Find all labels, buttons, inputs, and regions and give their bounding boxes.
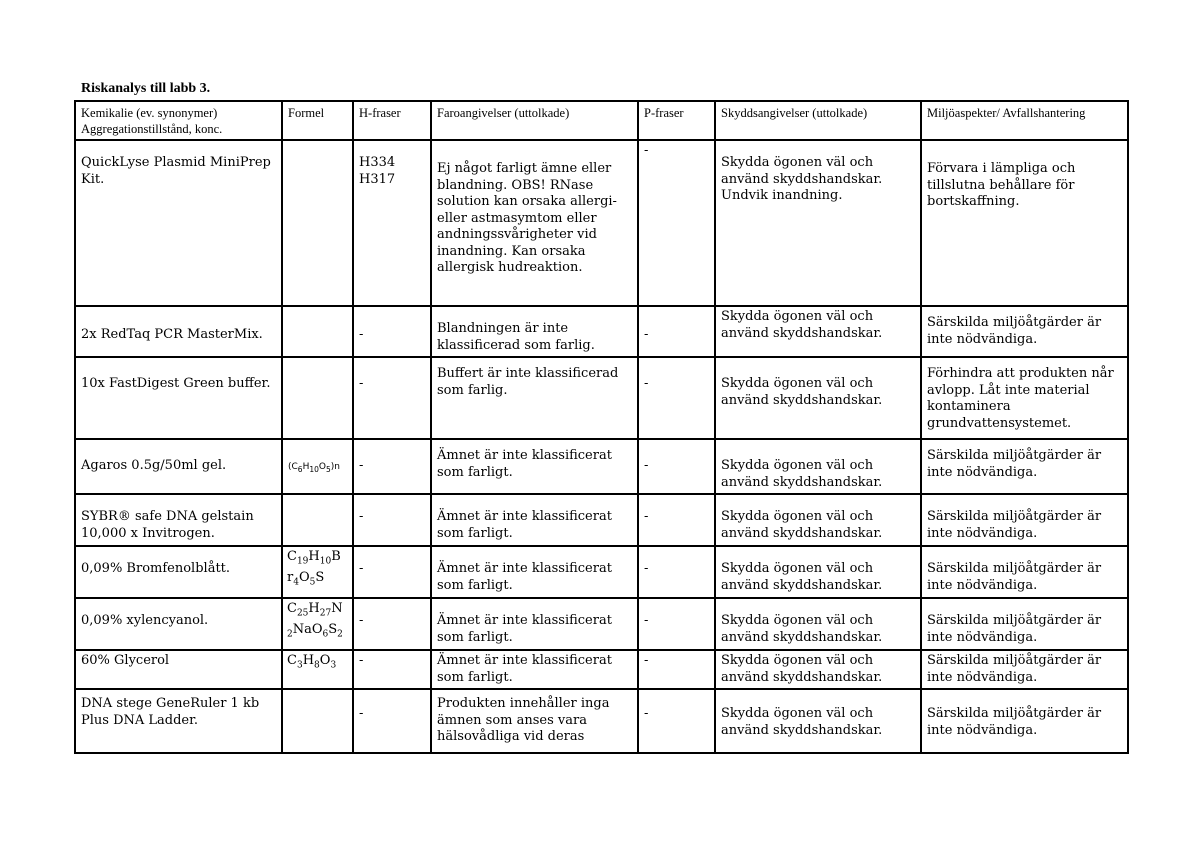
h-phrases-cell: - xyxy=(353,306,431,357)
chemical-cell: 0,09% xylencyanol. xyxy=(75,598,282,650)
protection-cell: Skydda ögonen väl och använd skyddshandskar. xyxy=(715,689,921,753)
p-phrases-cell: - xyxy=(638,494,715,546)
protection-cell: Skydda ögonen väl och använd skyddshandskar. xyxy=(715,357,921,439)
chemical-cell: 60% Glycerol xyxy=(75,650,282,689)
h-phrases-cell: - xyxy=(353,598,431,650)
table-row xyxy=(75,546,1128,598)
table-row xyxy=(75,650,1128,689)
h-phrases-cell: H334 H317 xyxy=(353,140,431,306)
header-hazards: Faroangivelser (uttolkade) xyxy=(431,101,638,140)
chemical-cell: Agaros 0.5g/50ml gel. xyxy=(75,439,282,494)
formula-bromophenol-blue: $C_{19}H_{10}B$ $r_4O_5S$ xyxy=(287,549,341,588)
header-chemical: Kemikalie (ev. synonymer) Aggregationstillstånd, konc. xyxy=(75,101,282,140)
hazards-cell: Ämnet är inte klassificerat som farligt. xyxy=(431,494,638,546)
p-phrases-cell: - xyxy=(638,140,715,306)
h-phrases-cell: - xyxy=(353,689,431,753)
p-phrases-cell: - xyxy=(638,306,715,357)
hazards-cell: Ämnet är inte klassificerat som farligt. xyxy=(431,650,638,689)
formula-cell xyxy=(282,439,353,494)
environment-cell: Förvara i lämpliga och tillslutna behållare för bortskaffning. xyxy=(921,140,1128,306)
formula-glycerol: $C_3H_8O_3$ xyxy=(287,653,337,671)
p-phrases-cell: - xyxy=(638,689,715,753)
hazards-cell: Ämnet är inte klassificerat som farligt. xyxy=(431,546,638,598)
formula-cell xyxy=(282,494,353,546)
formula-cell xyxy=(282,546,353,598)
document-title: Riskanalys till labb 3. xyxy=(81,81,211,96)
environment-cell: Särskilda miljöåtgärder är inte nödvändiga. xyxy=(921,546,1128,598)
h-phrases-cell: - xyxy=(353,546,431,598)
table-row xyxy=(75,494,1128,546)
p-phrases-cell: - xyxy=(638,598,715,650)
chemical-cell: QuickLyse Plasmid MiniPrep Kit. xyxy=(75,140,282,306)
chemical-cell: 10x FastDigest Green buffer. xyxy=(75,357,282,439)
formula-cell xyxy=(282,650,353,689)
table-row xyxy=(75,439,1128,494)
risk-analysis-table xyxy=(74,100,1129,754)
protection-cell: Skydda ögonen väl och använd skyddshandskar. xyxy=(715,546,921,598)
environment-cell: Särskilda miljöåtgärder är inte nödvändiga. xyxy=(921,494,1128,546)
environment-cell: Förhindra att produkten når avlopp. Låt inte material kontaminera grundvattensystemet. xyxy=(921,357,1128,439)
h-phrases-cell: - xyxy=(353,439,431,494)
hazards-cell: Produkten innehåller inga ämnen som anses vara hälsovådliga vid deras xyxy=(431,689,638,753)
protection-cell: Skydda ögonen väl och använd skyddshandskar. xyxy=(715,494,921,546)
h-phrases-cell: - xyxy=(353,494,431,546)
hazards-cell: Ämnet är inte klassificerat som farligt. xyxy=(431,598,638,650)
protection-cell: Skydda ögonen väl och använd skyddshandskar. xyxy=(715,306,921,357)
environment-cell: Särskilda miljöåtgärder är inte nödvändiga. xyxy=(921,306,1128,357)
environment-cell: Särskilda miljöåtgärder är inte nödvändiga. xyxy=(921,439,1128,494)
header-protection: Skyddsangivelser (uttolkade) xyxy=(715,101,921,140)
chemical-cell: SYBR® safe DNA gelstain 10,000 x Invitrogen. xyxy=(75,494,282,546)
formula-agarose: $(C_6H_{10}O_5)n$ xyxy=(288,462,340,474)
table-row xyxy=(75,140,1128,306)
chemical-cell: 2x RedTaq PCR MasterMix. xyxy=(75,306,282,357)
environment-cell: Särskilda miljöåtgärder är inte nödvändiga. xyxy=(921,689,1128,753)
h-phrases-cell: - xyxy=(353,357,431,439)
formula-cell xyxy=(282,598,353,650)
formula-cell xyxy=(282,140,353,306)
hazards-cell: Blandningen är inte klassificerad som farlig. xyxy=(431,306,638,357)
p-phrases-cell: - xyxy=(638,439,715,494)
formula-cell xyxy=(282,357,353,439)
hazards-cell: Ämnet är inte klassificerat som farligt. xyxy=(431,439,638,494)
chemical-cell: 0,09% Bromfenolblått. xyxy=(75,546,282,598)
p-phrases-cell: - xyxy=(638,357,715,439)
header-p-phrases: P-fraser xyxy=(638,101,715,140)
formula-xylene-cyanol: $C_{25}H_{27}N$ $_2NaO_6S_2$ xyxy=(287,601,343,640)
p-phrases-cell: - xyxy=(638,650,715,689)
p-phrases-cell: - xyxy=(638,546,715,598)
header-h-phrases: H-fraser xyxy=(353,101,431,140)
chemical-cell: DNA stege GeneRuler 1 kb Plus DNA Ladder. xyxy=(75,689,282,753)
table-header-row xyxy=(75,101,1128,140)
hazards-cell: Ej något farligt ämne eller blandning. OBS! RNase solution kan orsaka allergi- eller astmasymtom eller andningssvårigheter vid inandning. Kan orsaka allergisk hudreaktion. xyxy=(431,140,638,306)
table-row xyxy=(75,357,1128,439)
table-row xyxy=(75,689,1128,753)
header-environment: Miljöaspekter/ Avfallshantering xyxy=(921,101,1128,140)
h-phrases-cell: - xyxy=(353,650,431,689)
table-row xyxy=(75,306,1128,357)
environment-cell: Särskilda miljöåtgärder är inte nödvändiga. xyxy=(921,650,1128,689)
hazards-cell: Buffert är inte klassificerad som farlig. xyxy=(431,357,638,439)
protection-cell: Skydda ögonen väl och använd skyddshandskar. xyxy=(715,598,921,650)
formula-cell xyxy=(282,689,353,753)
environment-cell: Särskilda miljöåtgärder är inte nödvändiga. xyxy=(921,598,1128,650)
header-formula: Formel xyxy=(282,101,353,140)
protection-cell: Skydda ögonen väl och använd skyddshandskar. xyxy=(715,650,921,689)
table-row xyxy=(75,598,1128,650)
formula-cell xyxy=(282,306,353,357)
protection-cell: Skydda ögonen väl och använd skyddshandskar. xyxy=(715,439,921,494)
protection-cell: Skydda ögonen väl och använd skyddshandskar. Undvik inandning. xyxy=(715,140,921,306)
